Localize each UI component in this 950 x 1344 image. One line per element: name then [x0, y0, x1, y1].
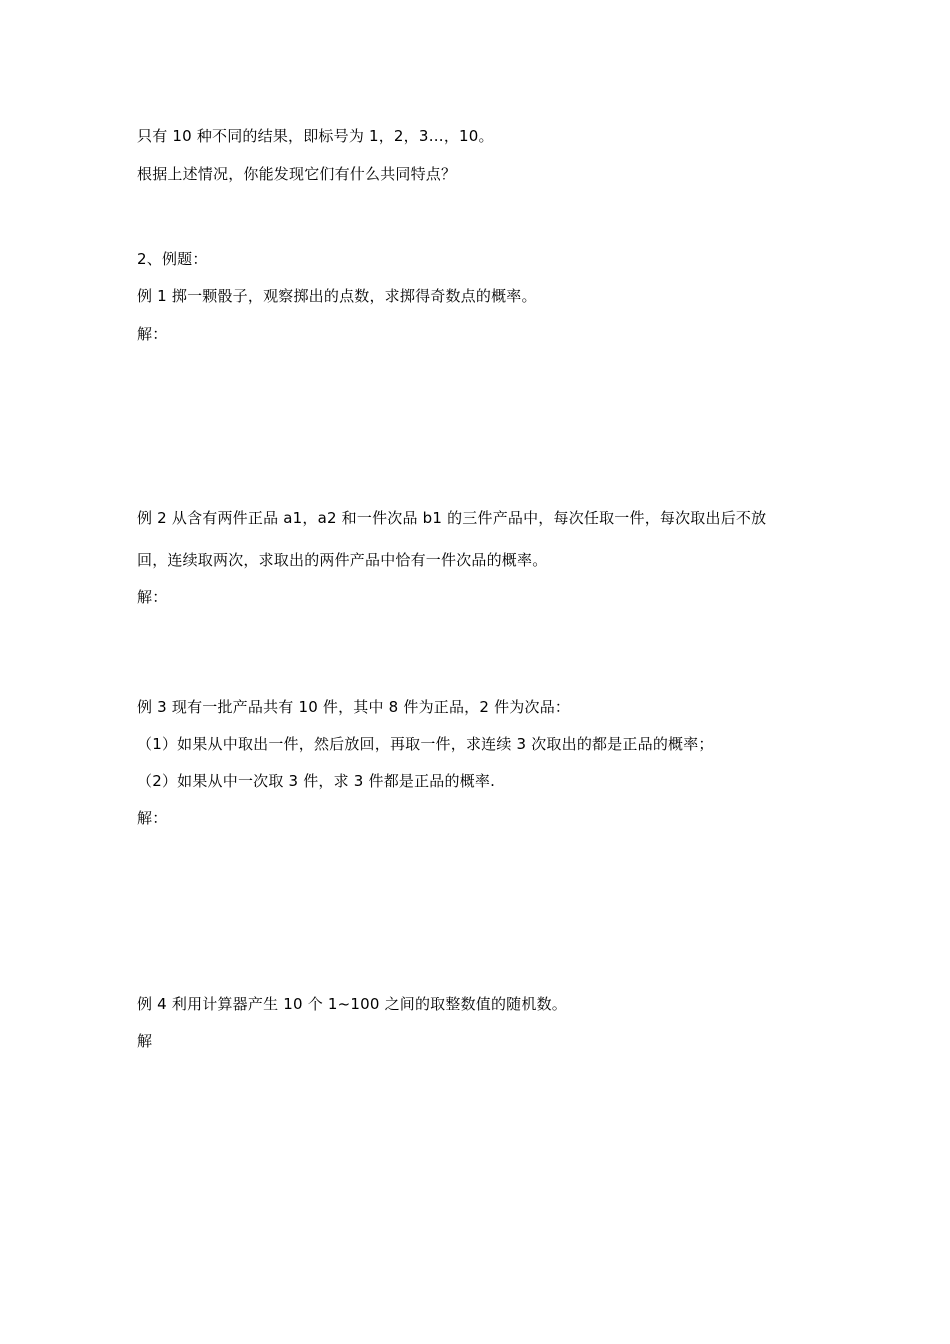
example-4-solution-label: 解 — [137, 1032, 153, 1050]
example-3-part-2: （2）如果从中一次取 3 件，求 3 件都是正品的概率. — [137, 772, 496, 790]
intro-line-1: 只有 10 种不同的结果，即标号为 1，2，3…，10。 — [137, 127, 494, 145]
example-3-solution-label: 解： — [137, 809, 168, 827]
example-3-question: 例 3 现有一批产品共有 10 件，其中 8 件为正品，2 件为次品： — [137, 698, 571, 716]
intro-line-2: 根据上述情况，你能发现它们有什么共同特点？ — [137, 165, 457, 183]
example-3-part-1: （1）如果从中取出一件，然后放回，再取一件，求连续 3 次取出的都是正品的概率； — [137, 735, 714, 753]
example-2-question-line-2: 回，连续取两次，求取出的两件产品中恰有一件次品的概率。 — [137, 551, 548, 569]
example-2-question-line-1: 例 2 从含有两件正品 a1，a2 和一件次品 b1 的三件产品中，每次任取一件，每次取出后不放 — [137, 509, 767, 527]
example-2-solution-label: 解： — [137, 588, 168, 606]
example-1-question: 例 1 掷一颗骰子，观察掷出的点数，求掷得奇数点的概率。 — [137, 287, 537, 305]
example-4-question: 例 4 利用计算器产生 10 个 1~100 之间的取整数值的随机数。 — [137, 995, 567, 1013]
example-1-solution-label: 解： — [137, 325, 168, 343]
section-heading: 2、例题： — [137, 250, 208, 268]
